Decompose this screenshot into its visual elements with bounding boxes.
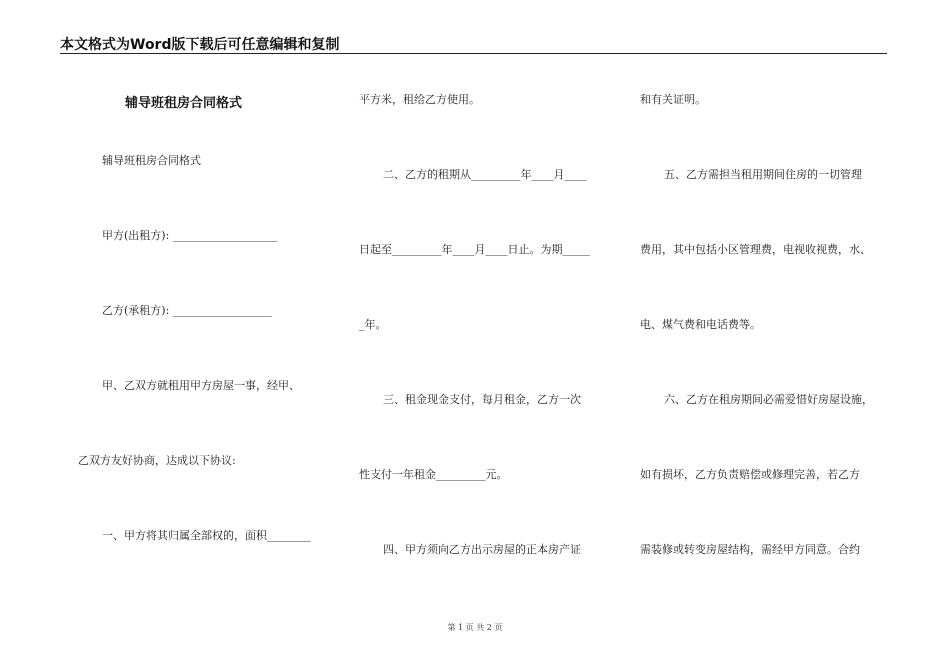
paragraph-line: 和有关证明。 [640, 93, 706, 106]
paragraph-line: 一、甲方将其归属全部权的，面积________ [102, 529, 311, 542]
paragraph-line: 三、租金现金支付，每月租金，乙方一次 [383, 393, 581, 406]
paragraph-line: 平方米，租给乙方使用。 [359, 93, 480, 106]
paragraph-line: 甲、乙双方就租用甲方房屋一事，经甲、 [102, 379, 300, 392]
paragraph-line: 需装修或转变房屋结构，需经甲方同意。合约 [640, 543, 860, 556]
paragraph-line: 五、乙方需担当租用期间住房的一切管理 [664, 168, 862, 181]
paragraph-line: 六、乙方在租房期间必需爱惜好房屋设施， [664, 393, 873, 406]
paragraph-line: 日起至_________年____月____日止。为期_____ [359, 243, 590, 256]
document-title: 辅导班租房合同格式 [125, 96, 243, 111]
party-a-line: 甲方(出租方): ___________________ [102, 229, 278, 242]
paragraph-line: 电、煤气费和电话费等。 [640, 318, 761, 331]
paragraph-line: 四、甲方须向乙方出示房屋的正本房产证 [383, 543, 581, 556]
paragraph-line: 乙双方友好协商，达成以下协议: [78, 454, 236, 467]
page-number: 第 1 页 共 2 页 [447, 623, 503, 632]
paragraph-line: 辅导班租房合同格式 [102, 154, 201, 167]
party-b-line: 乙方(承租方): __________________ [102, 304, 272, 317]
header-divider [60, 53, 887, 54]
paragraph-line: 二、乙方的租期从_________年____月____ [383, 168, 587, 181]
paragraph-line: _年。 [359, 318, 387, 331]
document-header: 本文格式为Word版下载后可任意编辑和复制 [60, 37, 340, 53]
paragraph-line: 如有损坏，乙方负责赔偿或修理完善，若乙方 [640, 468, 860, 481]
paragraph-line: 费用，其中包括小区管理费，电视收视费，水、 [640, 243, 871, 256]
paragraph-line: 性支付一年租金_________元。 [359, 468, 508, 481]
